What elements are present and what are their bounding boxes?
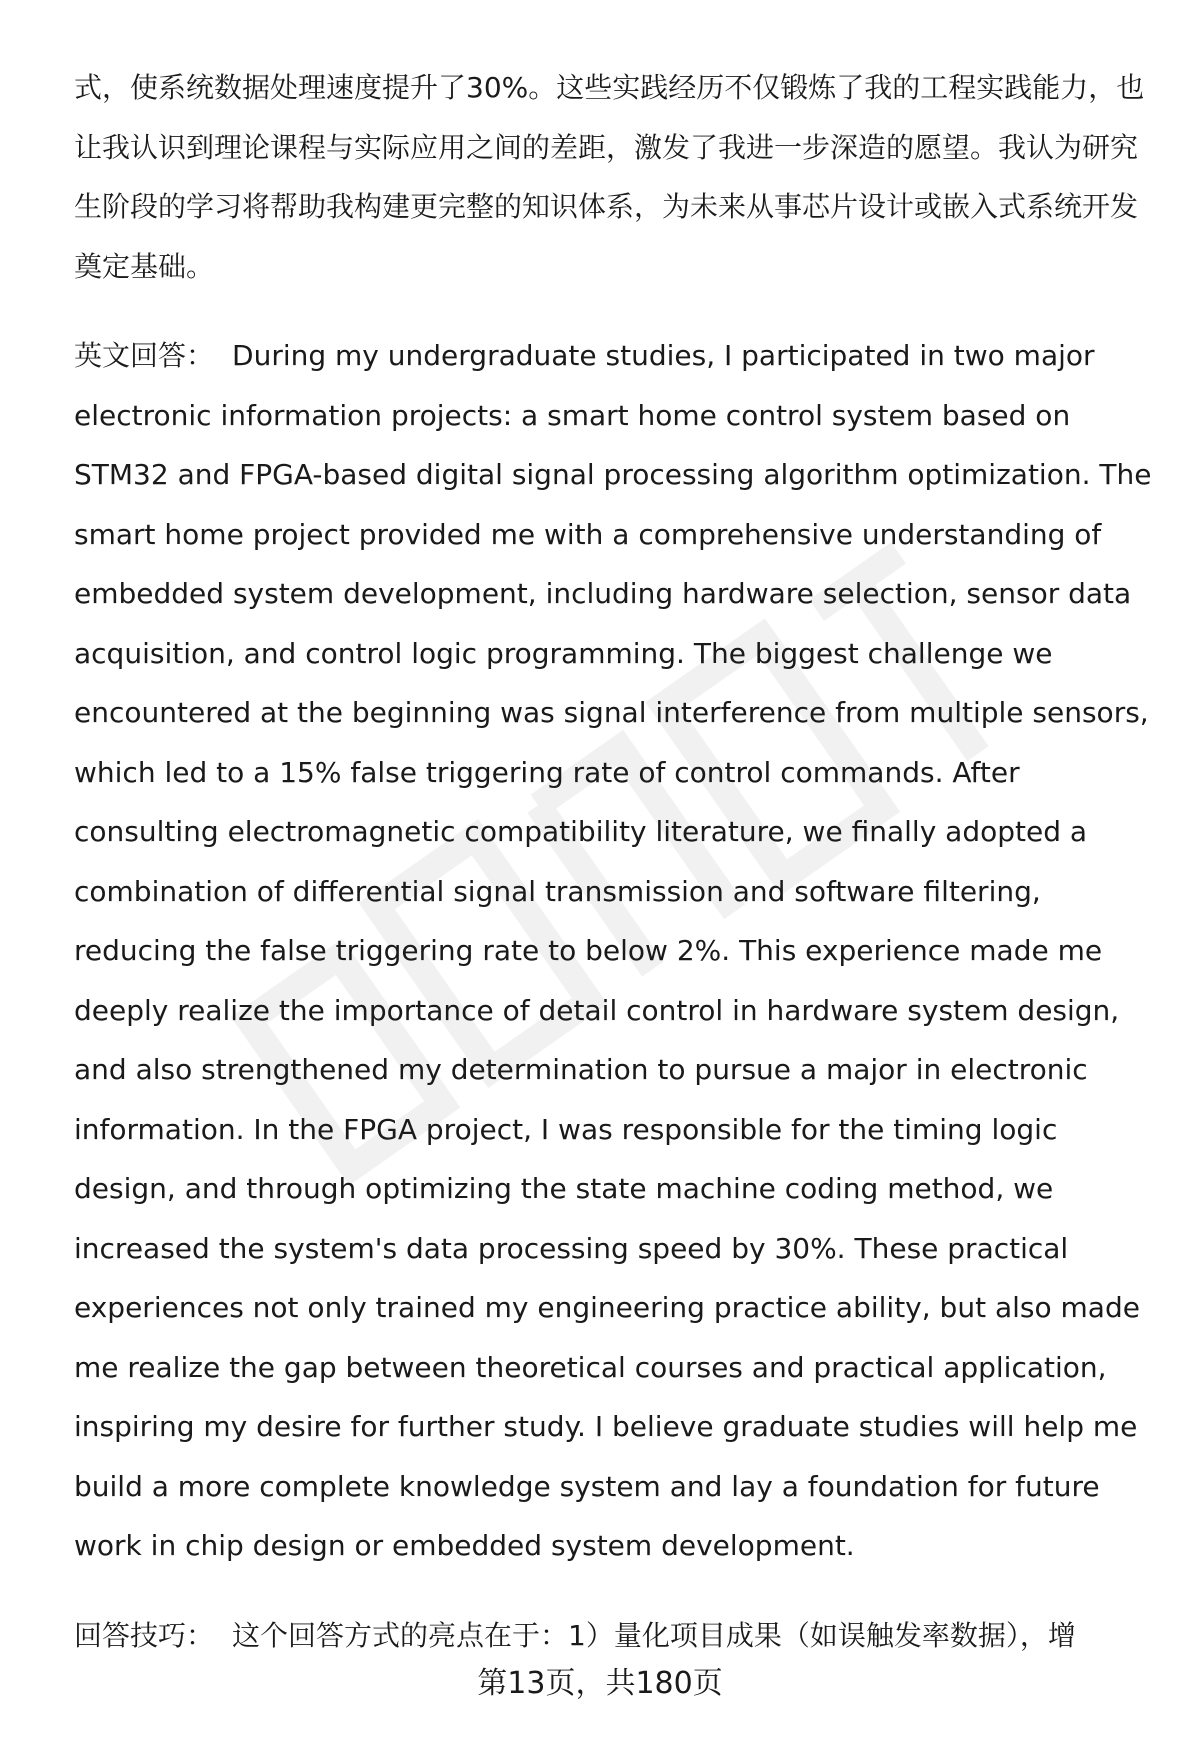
page-number: 第13页，共180页: [477, 1666, 723, 1701]
answer-tips-text: 这个回答方式的亮点在于：1）量化项目成果（如误触发率数据），增: [232, 1618, 1076, 1652]
chinese-answer-paragraph: 式，使系统数据处理速度提升了30%。这些实践经历不仅锻炼了我的工程实践能力，也让我认识到理论课程与实际应用之间的差距，激发了我进一步深造的愿望。我认为研究生阶段的学习将帮助我构建更完整的知识体系，为未来从事芯片设计或嵌入式系统开发奠定基础。: [74, 71, 1145, 283]
answer-tips-paragraph: [74, 1606, 1156, 1666]
document-body: [74, 58, 1156, 1665]
answer-tips-label: 回答技巧：: [74, 1618, 215, 1652]
english-answer-label: 英文回答：: [74, 339, 215, 372]
english-answer-paragraph: [74, 326, 1156, 1576]
english-answer-text: During my undergraduate studies, I participated in two major electronic information projects: a smart home control system based on STM32 and FPGA-based digital signal processing algorithm optimization. The smart home project provided me with a comprehensive understanding of embedded system development, including hardware selection, sensor data acquisition, and control logic programming. The biggest challenge we encountered at the beginning was signal interference from multiple sensors, which led to a 15% false triggering rate of control commands. After consulting electromagnetic compatibility literature, we finally adopted a combination of differential signal transmission and software filtering, reducing the false triggering rate to below 2%. This experience made me deeply realize the importance of detail control in hardware system design, and also strengthened my determination to pursue a major in electronic information. In the FPGA project, I was responsible for the timing logic design, and through optimizing the state machine coding method, we increased the system's data processing speed by 30%. These practical experiences not only trained my engineering practice ability, but also made me realize the gap between theoretical courses and practical application, inspiring my desire for further study. I believe graduate studies will help me build a more complete knowledge system and lay a foundation for future work in chip design or embedded system development.: [74, 339, 1152, 1562]
